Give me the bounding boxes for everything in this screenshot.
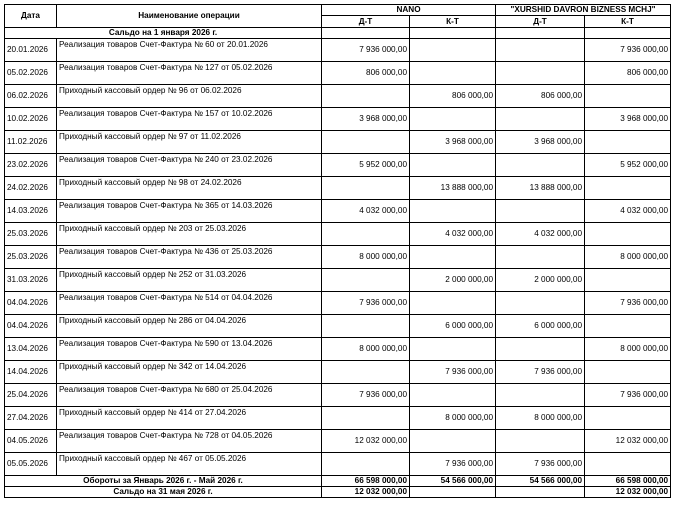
- row-party2-credit: 12 032 000,00: [585, 430, 671, 453]
- row-party2-credit: [585, 85, 671, 108]
- row-party1-debit: [322, 315, 410, 338]
- row-party2-credit: 5 952 000,00: [585, 154, 671, 177]
- row-party1-credit: 13 888 000,00: [410, 177, 496, 200]
- opening-d2: [496, 28, 585, 39]
- row-party2-credit: 7 936 000,00: [585, 39, 671, 62]
- row-operation: Реализация товаров Счет-Фактура № 157 от 10.02.2026: [57, 108, 322, 131]
- row-party2-credit: 806 000,00: [585, 62, 671, 85]
- row-party2-credit: 8 000 000,00: [585, 338, 671, 361]
- row-party2-debit: 806 000,00: [496, 85, 585, 108]
- opening-balance-label: Сальдо на 1 января 2026 г.: [5, 28, 322, 39]
- row-operation: Приходный кассовый ордер № 252 от 31.03.2026: [57, 269, 322, 292]
- table-row: [5, 338, 671, 361]
- row-date: 10.02.2026: [5, 108, 57, 131]
- row-party2-credit: [585, 453, 671, 476]
- table-row: [5, 246, 671, 269]
- closing-balance-label: Сальдо на 31 мая 2026 г.: [5, 487, 322, 498]
- row-date: 05.05.2026: [5, 453, 57, 476]
- row-party2-debit: 6 000 000,00: [496, 315, 585, 338]
- row-date: 24.02.2026: [5, 177, 57, 200]
- row-party1-credit: 3 968 000,00: [410, 131, 496, 154]
- opening-balance-row: [5, 28, 671, 39]
- row-operation: Приходный кассовый ордер № 342 от 14.04.2026: [57, 361, 322, 384]
- row-date: 31.03.2026: [5, 269, 57, 292]
- row-party2-credit: 3 968 000,00: [585, 108, 671, 131]
- row-operation: Приходный кассовый ордер № 98 от 24.02.2026: [57, 177, 322, 200]
- row-party2-credit: 8 000 000,00: [585, 246, 671, 269]
- table-row: [5, 269, 671, 292]
- turnover-row: [5, 476, 671, 487]
- row-party2-debit: [496, 430, 585, 453]
- row-party1-debit: [322, 131, 410, 154]
- party1-header: NANO: [322, 5, 496, 16]
- row-party2-credit: [585, 131, 671, 154]
- party2-debit-header: Д-Т: [496, 16, 585, 28]
- row-operation: Реализация товаров Счет-Фактура № 365 от 14.03.2026: [57, 200, 322, 223]
- row-party1-debit: 4 032 000,00: [322, 200, 410, 223]
- turnover-d2: 54 566 000,00: [496, 476, 585, 487]
- row-party1-debit: 3 968 000,00: [322, 108, 410, 131]
- row-operation: Приходный кассовый ордер № 203 от 25.03.2026: [57, 223, 322, 246]
- turnover-k1: 54 566 000,00: [410, 476, 496, 487]
- row-operation: Реализация товаров Счет-Фактура № 728 от 04.05.2026: [57, 430, 322, 453]
- row-date: 05.02.2026: [5, 62, 57, 85]
- table-row: [5, 39, 671, 62]
- row-party1-credit: [410, 62, 496, 85]
- row-party1-credit: [410, 154, 496, 177]
- table-row: [5, 453, 671, 476]
- row-operation: Реализация товаров Счет-Фактура № 60 от 20.01.2026: [57, 39, 322, 62]
- row-party1-credit: [410, 200, 496, 223]
- operation-column-header: Наименование операции: [57, 5, 322, 28]
- row-party2-debit: [496, 338, 585, 361]
- row-date: 13.04.2026: [5, 338, 57, 361]
- row-party2-debit: [496, 154, 585, 177]
- row-party1-debit: 806 000,00: [322, 62, 410, 85]
- row-party2-debit: 3 968 000,00: [496, 131, 585, 154]
- row-party2-debit: [496, 108, 585, 131]
- row-party1-debit: 12 032 000,00: [322, 430, 410, 453]
- row-party1-credit: [410, 108, 496, 131]
- party2-credit-header: К-Т: [585, 16, 671, 28]
- row-party2-debit: [496, 39, 585, 62]
- table-row: [5, 177, 671, 200]
- row-operation: Приходный кассовый ордер № 96 от 06.02.2026: [57, 85, 322, 108]
- date-column-header: Дата: [5, 5, 57, 28]
- row-date: 04.05.2026: [5, 430, 57, 453]
- row-date: 25.03.2026: [5, 246, 57, 269]
- row-party1-credit: [410, 39, 496, 62]
- row-date: 11.02.2026: [5, 131, 57, 154]
- closing-balance-row: [5, 487, 671, 498]
- row-party2-debit: 8 000 000,00: [496, 407, 585, 430]
- row-party1-credit: [410, 338, 496, 361]
- row-party2-credit: [585, 177, 671, 200]
- row-party1-debit: 7 936 000,00: [322, 292, 410, 315]
- row-party2-debit: [496, 62, 585, 85]
- row-date: 14.04.2026: [5, 361, 57, 384]
- table-row: [5, 62, 671, 85]
- row-date: 20.01.2026: [5, 39, 57, 62]
- row-party2-credit: 7 936 000,00: [585, 292, 671, 315]
- row-date: 14.03.2026: [5, 200, 57, 223]
- row-party1-debit: [322, 85, 410, 108]
- row-party2-credit: [585, 361, 671, 384]
- row-party2-debit: [496, 292, 585, 315]
- row-party1-debit: [322, 453, 410, 476]
- row-party2-credit: 7 936 000,00: [585, 384, 671, 407]
- row-operation: Реализация товаров Счет-Фактура № 127 от 05.02.2026: [57, 62, 322, 85]
- closing-d2: [496, 487, 585, 498]
- opening-k1: [410, 28, 496, 39]
- row-party2-debit: 7 936 000,00: [496, 361, 585, 384]
- row-date: 04.04.2026: [5, 315, 57, 338]
- table-row: [5, 407, 671, 430]
- row-operation: Реализация товаров Счет-Фактура № 514 от 04.04.2026: [57, 292, 322, 315]
- row-operation: Реализация товаров Счет-Фактура № 680 от 25.04.2026: [57, 384, 322, 407]
- row-date: 25.04.2026: [5, 384, 57, 407]
- row-party1-credit: 7 936 000,00: [410, 453, 496, 476]
- row-operation: Приходный кассовый ордер № 467 от 05.05.2026: [57, 453, 322, 476]
- row-party1-credit: 4 032 000,00: [410, 223, 496, 246]
- row-operation: Приходный кассовый ордер № 286 от 04.04.2026: [57, 315, 322, 338]
- row-party2-credit: [585, 407, 671, 430]
- closing-k1: [410, 487, 496, 498]
- row-party1-credit: 8 000 000,00: [410, 407, 496, 430]
- opening-d1: [322, 28, 410, 39]
- row-party2-credit: [585, 223, 671, 246]
- row-party1-credit: 2 000 000,00: [410, 269, 496, 292]
- row-party1-debit: [322, 223, 410, 246]
- row-party2-debit: [496, 200, 585, 223]
- row-operation: Приходный кассовый ордер № 97 от 11.02.2026: [57, 131, 322, 154]
- row-operation: Реализация товаров Счет-Фактура № 436 от 25.03.2026: [57, 246, 322, 269]
- row-party2-credit: [585, 315, 671, 338]
- table-row: [5, 315, 671, 338]
- row-party1-credit: 806 000,00: [410, 85, 496, 108]
- row-party2-debit: 13 888 000,00: [496, 177, 585, 200]
- row-operation: Реализация товаров Счет-Фактура № 240 от 23.02.2026: [57, 154, 322, 177]
- table-row: [5, 131, 671, 154]
- row-date: 23.02.2026: [5, 154, 57, 177]
- row-party1-debit: 7 936 000,00: [322, 39, 410, 62]
- row-party1-credit: [410, 384, 496, 407]
- closing-k2: 12 032 000,00: [585, 487, 671, 498]
- row-party1-debit: [322, 269, 410, 292]
- row-party2-debit: 4 032 000,00: [496, 223, 585, 246]
- row-party2-debit: [496, 384, 585, 407]
- turnover-label: Обороты за Январь 2026 г. - Май 2026 г.: [5, 476, 322, 487]
- reconciliation-table: [4, 4, 671, 498]
- table-row: [5, 108, 671, 131]
- row-operation: Приходный кассовый ордер № 414 от 27.04.2026: [57, 407, 322, 430]
- party1-debit-header: Д-Т: [322, 16, 410, 28]
- row-date: 06.02.2026: [5, 85, 57, 108]
- opening-k2: [585, 28, 671, 39]
- table-row: [5, 430, 671, 453]
- row-party2-debit: 2 000 000,00: [496, 269, 585, 292]
- reconciliation-act: [4, 4, 670, 498]
- row-party2-debit: 7 936 000,00: [496, 453, 585, 476]
- row-party1-debit: [322, 177, 410, 200]
- table-row: [5, 361, 671, 384]
- table-row: [5, 85, 671, 108]
- row-party1-credit: 7 936 000,00: [410, 361, 496, 384]
- turnover-k2: 66 598 000,00: [585, 476, 671, 487]
- row-party1-debit: 5 952 000,00: [322, 154, 410, 177]
- row-operation: Реализация товаров Счет-Фактура № 590 от 13.04.2026: [57, 338, 322, 361]
- row-party1-credit: [410, 246, 496, 269]
- table-row: [5, 154, 671, 177]
- table-row: [5, 200, 671, 223]
- row-party1-debit: [322, 407, 410, 430]
- row-party2-credit: 4 032 000,00: [585, 200, 671, 223]
- table-row: [5, 223, 671, 246]
- row-party1-debit: 8 000 000,00: [322, 338, 410, 361]
- row-party1-credit: [410, 292, 496, 315]
- row-date: 27.04.2026: [5, 407, 57, 430]
- row-party1-credit: 6 000 000,00: [410, 315, 496, 338]
- party1-credit-header: К-Т: [410, 16, 496, 28]
- row-date: 25.03.2026: [5, 223, 57, 246]
- turnover-d1: 66 598 000,00: [322, 476, 410, 487]
- closing-d1: 12 032 000,00: [322, 487, 410, 498]
- row-party1-debit: 8 000 000,00: [322, 246, 410, 269]
- table-row: [5, 384, 671, 407]
- party2-header: "XURSHID DAVRON BIZNESS MCHJ": [496, 5, 671, 16]
- row-party1-debit: 7 936 000,00: [322, 384, 410, 407]
- row-date: 04.04.2026: [5, 292, 57, 315]
- row-party2-debit: [496, 246, 585, 269]
- row-party2-credit: [585, 269, 671, 292]
- row-party1-credit: [410, 430, 496, 453]
- table-row: [5, 292, 671, 315]
- row-party1-debit: [322, 361, 410, 384]
